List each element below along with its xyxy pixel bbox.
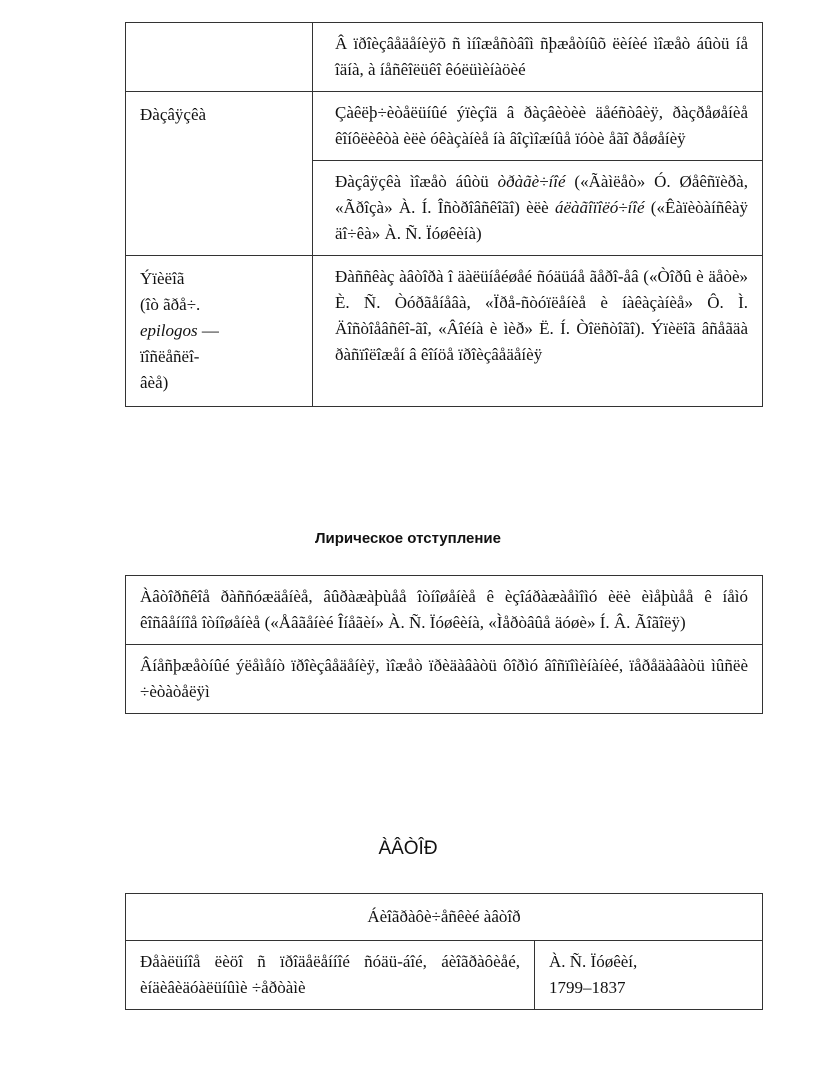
definition-cell: Ðàññêàç àâòîðà î äàëüíåéøåé ñóäüáå ãåðî-åâ («Òîðû è äåòè» È. Ñ. Òóðãåíåâà, «Ïðå-ñòóïëåíèå è íàêàçàíèå» Ô. Ì. Äîñòîåâñêî-ãî, «Âîéíà è ìèð» Ë. Í. Òîëñòîãî). Ýïèëîã âñåãäà ðàñïîëîæåí â êîíöå ïðîèçâåäåíèÿ [313,256,763,407]
table-row [126,576,763,645]
term-line: âèå) [140,373,169,392]
definition-cell: Â ïðîèçâåäåíèÿõ ñ ìíîæåñòâîì ñþæåòíûõ ëèíèé ìîæåò áûòü íå îäíà, à íåñêîëüêî êóëüìèíàöèé [313,23,763,92]
italic-term: áëàãîïîëó÷íîé [554,198,645,217]
definition-cell: Àâòîðñêîå ðàññóæäåíèå, âûðàæàþùåå îòíîøåíèå ê èçîáðàæàåìîìó èëè èìåþùåå ê íåìó êîñâåííîå îòíîøåíèå («Åâãåíèé Îíåãèí» À. Ñ. Ïóøêèíà, «Ìåðòâûå äóøè» Í. Â. Ãîãîëÿ) [126,576,763,645]
author-table [125,893,763,1010]
text-span: («Ãàìëåò» Ó. Øåêñïèðà, «Ãðîçà» À. Í. Îñòðîâñêîãî) èëè [335,172,748,217]
definition-cell: Ðåàëüíîå ëèöî ñ ïðîäåëåííîé ñóäü-áîé, áèîãðàôèåé, èíäèâèäóàëüíûìè ÷åðòàìè [126,941,535,1010]
definition-cell: Çàêëþ÷èòåëüíûé ýïèçîä â ðàçâèòèè äåéñòâèÿ, ðàçðåøåíèå êîíôëèêòà èëè óêàçàíèå íà âîçìîæíûå ïóòè åãî ðåøåíèÿ [313,92,763,161]
table-row [126,256,763,407]
text-span: — [197,321,219,340]
table-row [126,23,763,92]
section-heading: Лирическое отступление [314,530,501,547]
table-row [126,894,763,941]
term-line [140,318,298,344]
term-line: (îò ãðå÷. [140,295,201,314]
table-row [126,941,763,1010]
example-line: 1799–1837 [549,978,626,997]
text-span: («Êàïèòàíñêàÿ äî÷êà» À. Ñ. Ïóøêèíà) [335,198,748,243]
section-heading: ÀÂÒÎÐ [378,838,438,859]
table-row [126,645,763,714]
digression-table [125,575,763,714]
definition-cell: Âíåñþæåòíûé ýëåìåíò ïðîèçâåäåíèÿ, ìîæåò ïðèäàâàòü ôîðìó âîñïîìèíàíèé, ïåðåäàâàòü ìûñëè ÷èòàòåëÿì [126,645,763,714]
italic-term: epilogos [140,321,198,340]
example-cell [535,941,763,1010]
example-line: À. Ñ. Ïóøêèí, [549,952,638,971]
text-span: Ðàçâÿçêà ìîæåò áûòü [335,172,498,191]
literary-terms-table [125,22,763,407]
term-cell [126,23,313,92]
italic-term: òðàãè÷íîé [497,172,566,191]
term-line: ïîñëåñëî- [140,347,200,366]
table-row [126,92,763,161]
table-header-cell: Áèîãðàôè÷åñêèé àâòîð [126,894,763,941]
term-line: Ýïèëîã [140,269,185,288]
term-cell: Ðàçâÿçêà [126,92,313,256]
term-cell [126,256,313,407]
definition-cell [313,161,763,256]
